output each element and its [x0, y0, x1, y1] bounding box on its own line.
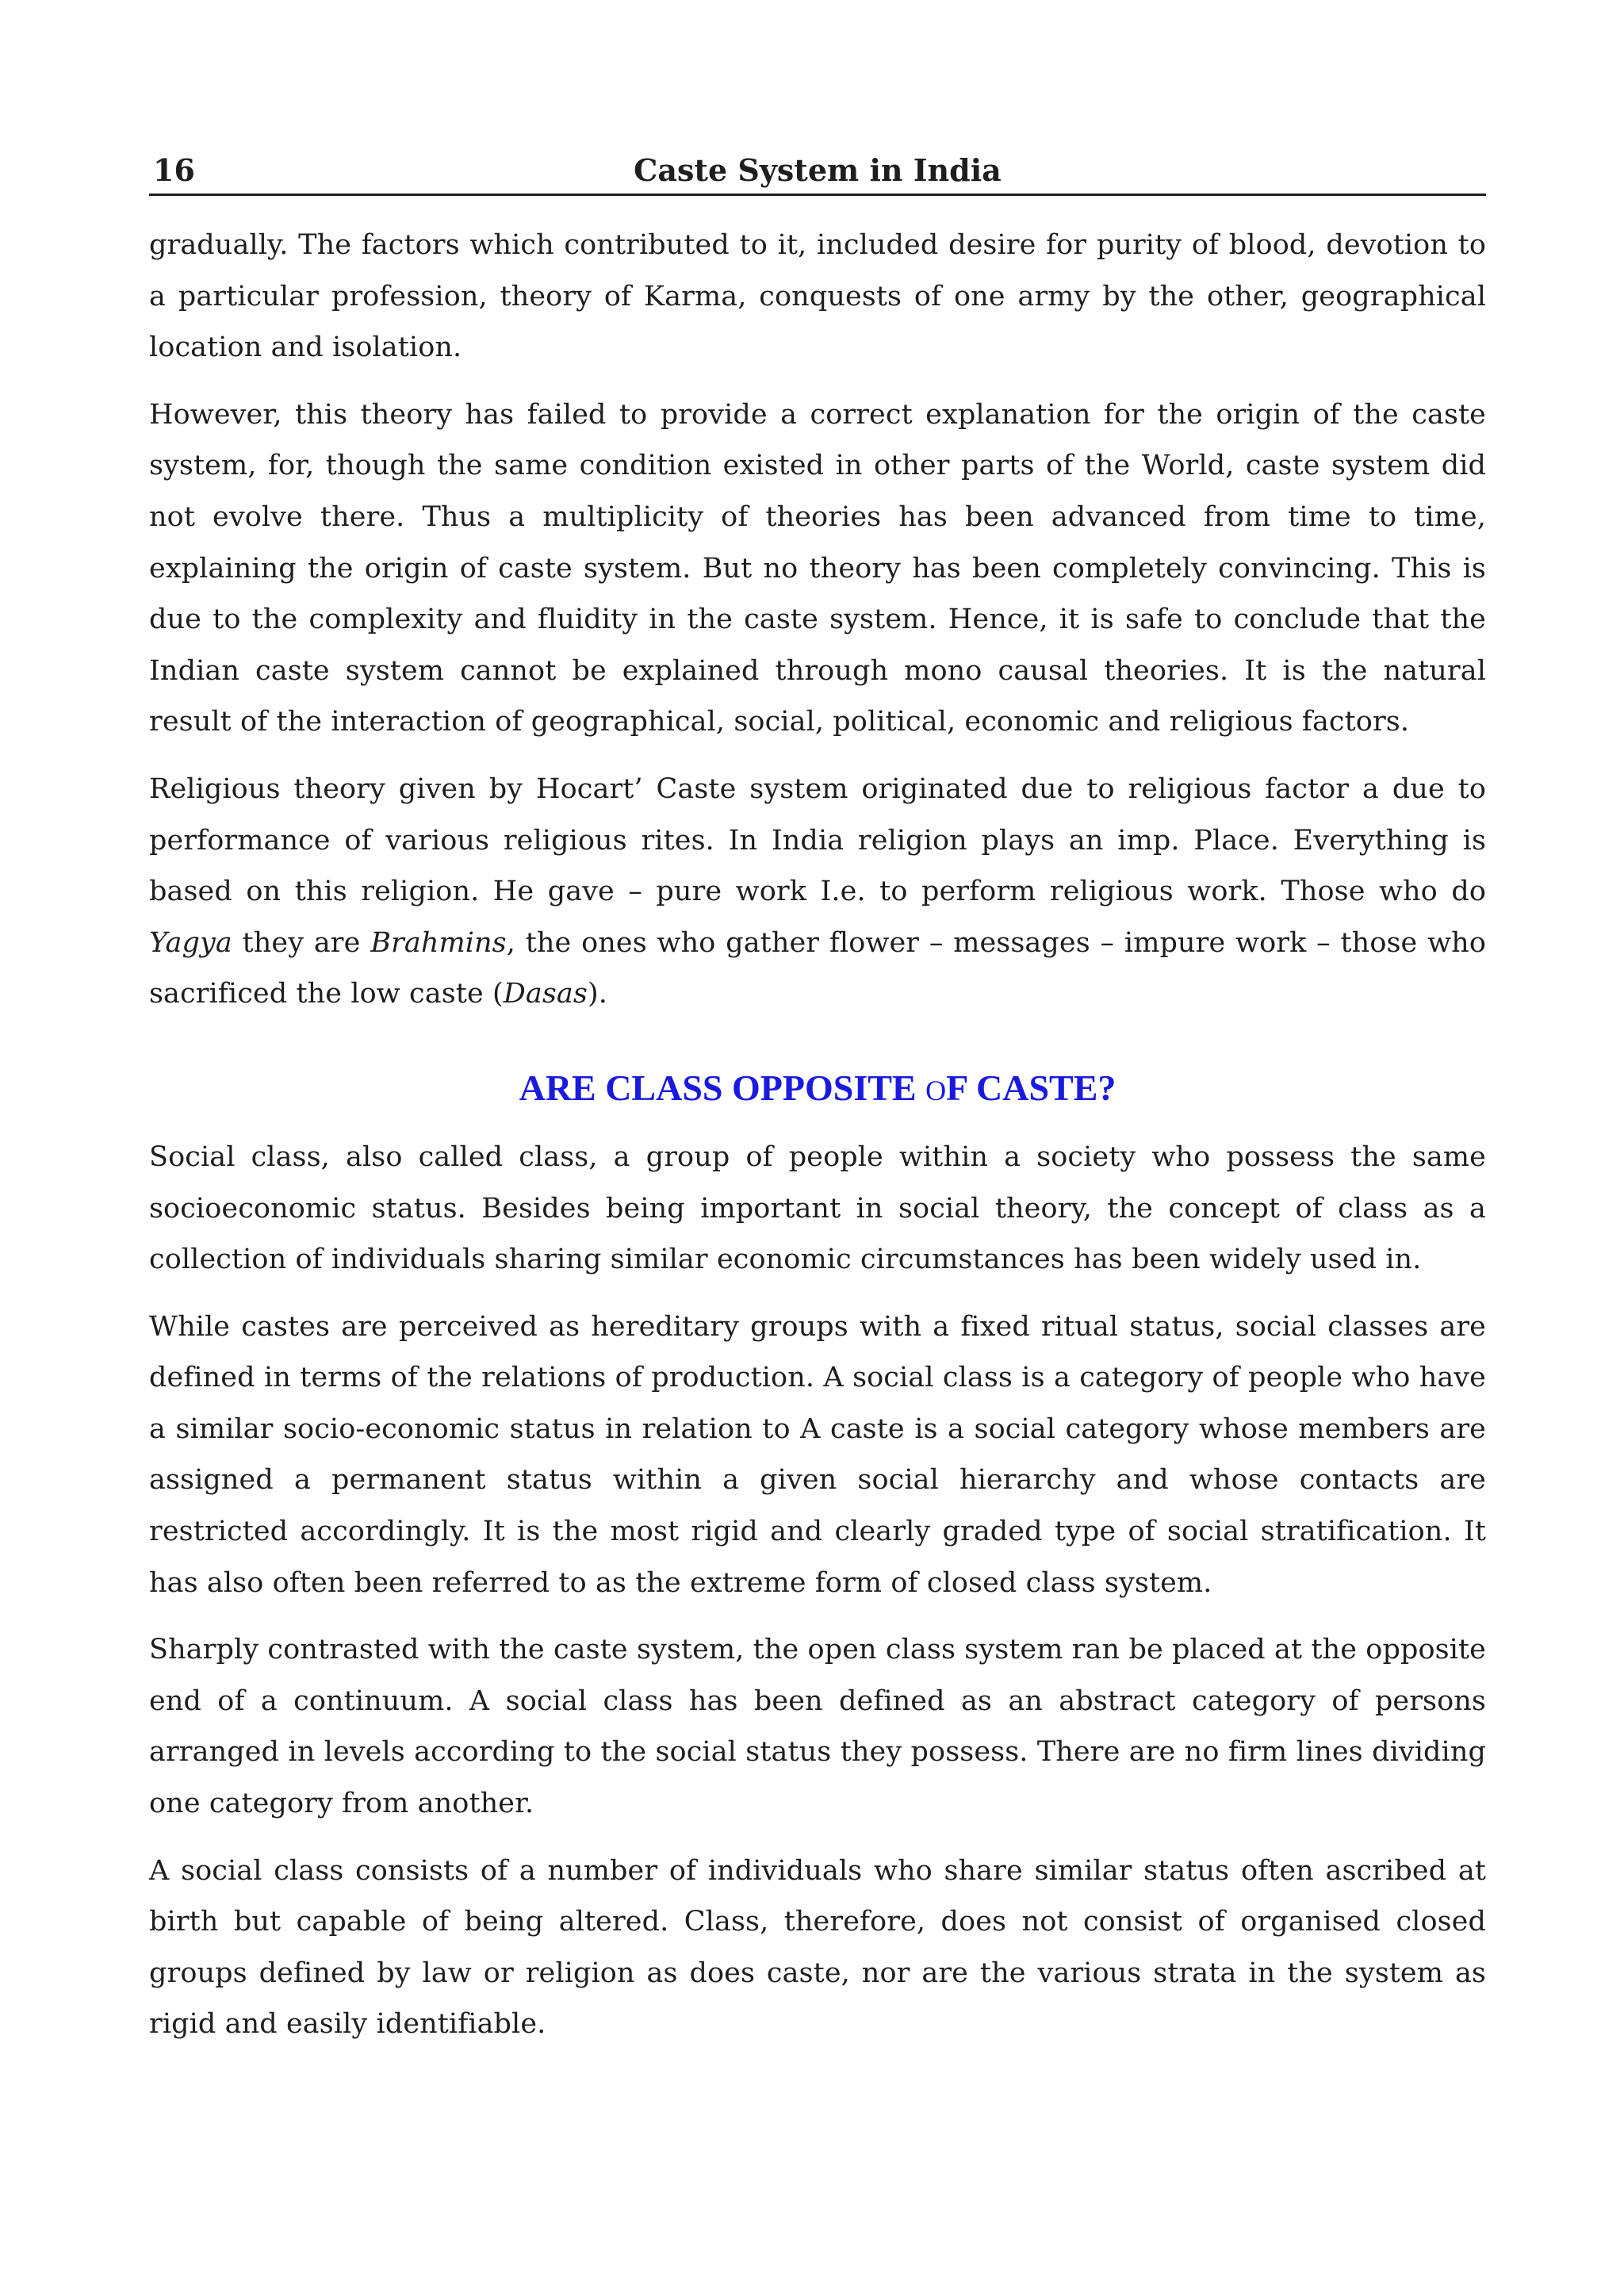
paragraph-castes-perceived: While castes are perceived as hereditary groups with a fixed ritual status, social classes are defined in terms of the relations of production. A social class is a category of people who have a similar socio-economic status in relation to A caste is a social category whose members are assigned a permanent status within a given social hierarchy and whose contacts are restricted accordingly. It is the most rigid and clearly graded type of social stratification. It has also often been referred to as the extreme form of closed class system.: [149, 1310, 1486, 1599]
document-page: [149, 149, 1486, 2066]
term-brahmins: Brahmins: [370, 926, 507, 959]
paragraph-social-class: Social class, also called class, a group of people within a society who possess the same socioeconomic status. Besides being important in social theory, the concept of class as a collection of individuals sharing similar economic circumstances has been widely used in.: [149, 1140, 1486, 1276]
term-dasas: Dasas: [503, 978, 588, 1010]
body-text: [149, 220, 1486, 2050]
heading-small-o: O: [925, 1074, 947, 1106]
book-title: Caste System in India: [634, 152, 1002, 188]
running-header: [149, 149, 1486, 196]
heading-part-1: ARE CLASS OPPOSITE: [519, 1067, 926, 1108]
paragraph-religious-theory: [149, 764, 1486, 1020]
section-heading: [149, 1064, 1486, 1114]
religious-text-2: they are: [232, 926, 371, 959]
paragraph-open-class: Sharply contrasted with the caste system, the open class system ran be placed at the opposite end of a continuum. A social class has been defined as an abstract category of persons arranged in levels according to the social status they possess. There are no firm lines dividing one category from another.: [149, 1634, 1486, 1820]
term-yagya: Yagya: [149, 926, 232, 959]
paragraph-theory-failed: However, this theory has failed to provide a correct explanation for the origin of the caste system, for, though the same condition existed in other parts of the World, caste system did not evolve there. Thus a multiplicity of theories has been advanced from time to time, explaining the origin of caste system. But no theory has been completely convincing. This is due to the complexity and fluidity in the caste system. Hence, it is safe to conclude that the Indian caste system cannot be explained through mono causal theories. It is the natural result of the interaction of geographical, social, political, economic and religious factors.: [149, 398, 1486, 738]
religious-text-4: ).: [587, 978, 607, 1010]
paragraph-class-consists: A social class consists of a number of individuals who share similar status often ascribed at birth but capable of being altered. Class, therefore, does not consist of organised closed groups defined by law or religion as does caste, nor are the various strata in the system as rigid and easily identifiable.: [149, 1854, 1486, 2041]
religious-text-1: Religious theory given by Hocart’ Caste system originated due to religious factor a due to performance of various religious rites. In India religion plays an imp. Place. Everything is based on this religion. He gave – pure work I.e. to perform religious work. Those who do: [149, 772, 1486, 908]
religious-text-3: , the ones who gather flower – messages – impure work – those who sacrificed the low caste (: [149, 926, 1486, 1010]
heading-part-2: F CASTE?: [946, 1067, 1116, 1108]
paragraph-factors: gradually. The factors which contributed to it, included desire for purity of blood, devotion to a particular profession, theory of Karma, conquests of one army by the other, geographical location and isolation.: [149, 229, 1486, 364]
page-number: 16: [153, 152, 195, 188]
